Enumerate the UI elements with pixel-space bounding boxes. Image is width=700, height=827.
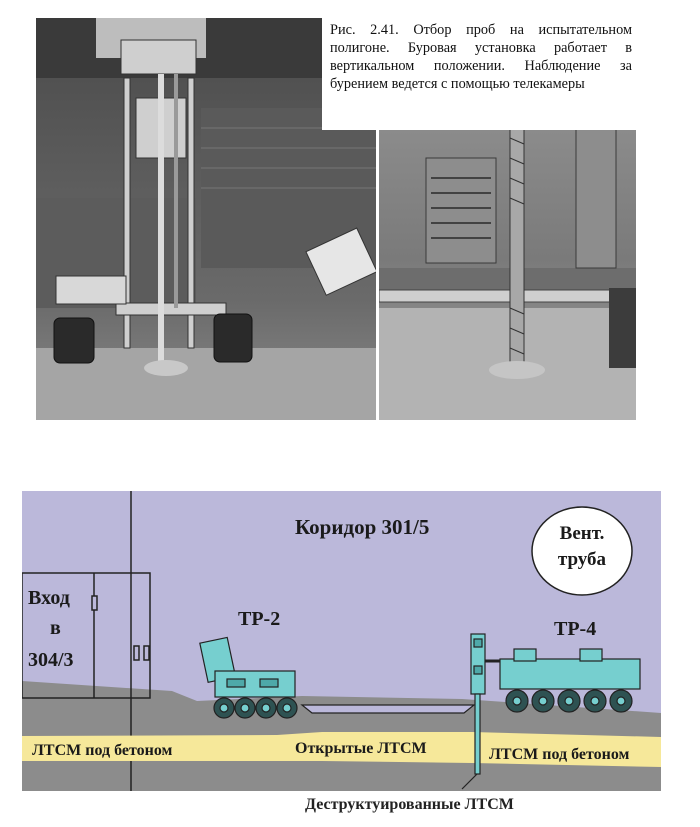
ltsm-left-label: ЛТСМ под бетоном [32,742,173,759]
tr4-label: ТР-4 [554,618,597,640]
entrance-label-3: 304/3 [28,649,74,671]
tr2-label: ТР-2 [238,608,281,630]
ltsm-open-label: Открытые ЛТСМ [295,740,427,757]
entrance-label-2: в [50,617,61,639]
ltsm-right-label: ЛТСМ под бетоном [489,746,630,763]
vent-label-1: Вент. [559,523,605,544]
corridor-scheme [22,491,661,791]
vent-label-2: труба [557,549,607,570]
corridor-label: Коридор 301/5 [295,515,430,539]
entrance-label-1: Вход [28,587,70,609]
destructured-label: Деструктуированные ЛТСМ [305,796,514,813]
open-pit [302,705,474,713]
figure-caption: Рис. 2.41. Отбор проб на испытательном полигоне. Буровая установка работает в вертикальном положении. Наблюдение за бурением ведется с помощью телекамеры [322,18,636,130]
